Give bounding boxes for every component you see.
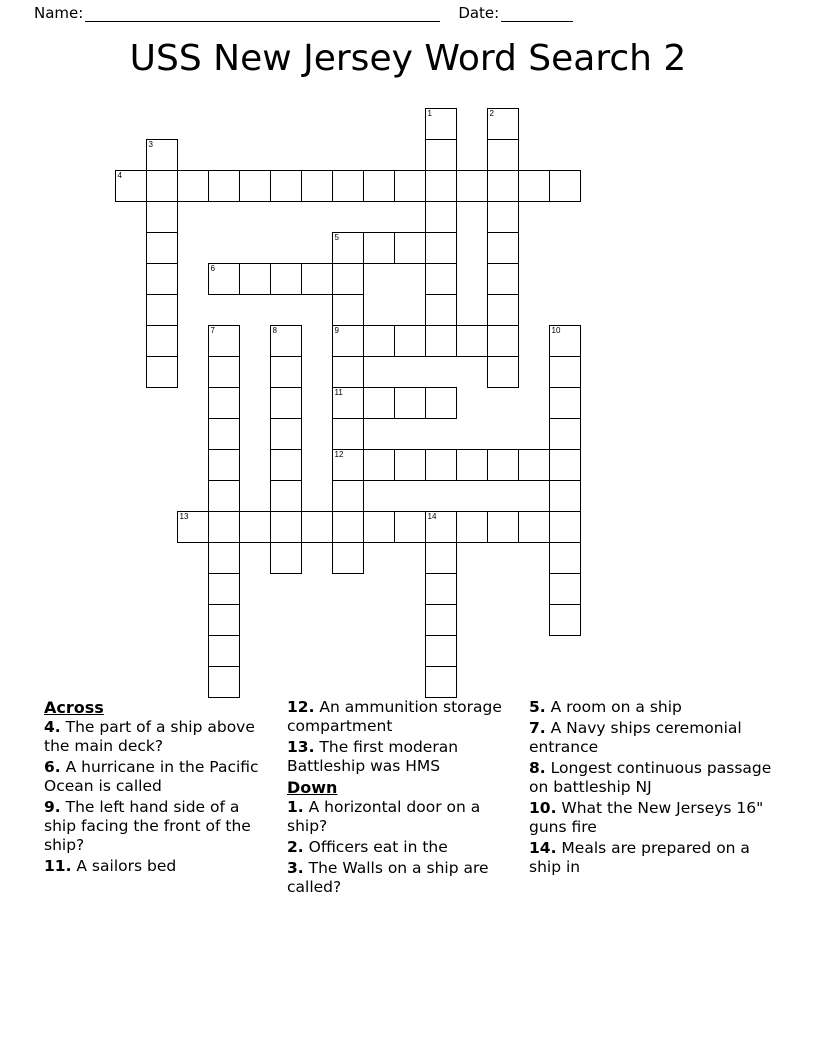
date-field-group <box>458 4 575 22</box>
grid-cell[interactable] <box>363 325 395 357</box>
grid-cell[interactable] <box>301 263 333 295</box>
grid-cell[interactable] <box>270 263 302 295</box>
clue-across-6 <box>44 758 276 796</box>
grid-cell[interactable] <box>425 170 457 202</box>
grid-cell-number: 12 <box>334 450 344 459</box>
grid-cell[interactable] <box>487 170 519 202</box>
grid-cell[interactable] <box>239 170 271 202</box>
grid-cell-number: 14 <box>427 512 437 521</box>
grid-cell[interactable] <box>425 511 457 543</box>
grid-cell[interactable] <box>332 449 364 481</box>
clue-across-12 <box>287 698 520 736</box>
grid-cell[interactable] <box>208 387 240 419</box>
grid-cell[interactable] <box>487 263 519 295</box>
clue-text: A hurricane in the Pacific Ocean is called <box>44 758 259 795</box>
grid-cell-number: 9 <box>334 326 339 335</box>
grid-cell[interactable] <box>549 511 581 543</box>
grid-cell[interactable] <box>425 666 457 698</box>
clue-down-5 <box>529 698 774 717</box>
grid-cell[interactable] <box>208 418 240 450</box>
clue-number: 11. <box>44 857 72 875</box>
grid-cell[interactable] <box>146 139 178 171</box>
clue-text: The Walls on a ship are called? <box>287 859 489 896</box>
grid-cell[interactable] <box>270 542 302 574</box>
grid-cell[interactable] <box>363 170 395 202</box>
clue-number: 10. <box>529 799 557 817</box>
clue-number: 9. <box>44 798 61 816</box>
grid-cell[interactable] <box>487 325 519 357</box>
clue-text: What the New Jerseys 16" guns fire <box>529 799 764 836</box>
grid-cell[interactable] <box>146 170 178 202</box>
grid-cell[interactable] <box>363 232 395 264</box>
grid-cell[interactable] <box>270 170 302 202</box>
grid-cell[interactable] <box>146 325 178 357</box>
crossword-grid[interactable] <box>0 105 816 695</box>
grid-cell[interactable] <box>115 170 147 202</box>
clue-column-3 <box>529 698 774 879</box>
grid-cell[interactable] <box>177 511 209 543</box>
clue-column-2 <box>287 698 520 899</box>
grid-cell[interactable] <box>425 139 457 171</box>
clue-down-14 <box>529 839 774 877</box>
grid-cell[interactable] <box>332 232 364 264</box>
grid-cell-number: 4 <box>117 171 122 180</box>
grid-cell[interactable] <box>146 201 178 233</box>
clue-number: 2. <box>287 838 304 856</box>
grid-cell[interactable] <box>394 449 426 481</box>
clue-number: 13. <box>287 738 315 756</box>
clue-text: A horizontal door on a ship? <box>287 798 481 835</box>
grid-cell[interactable] <box>208 511 240 543</box>
clue-down-10 <box>529 799 774 837</box>
grid-cell[interactable] <box>487 294 519 326</box>
grid-cell[interactable] <box>208 170 240 202</box>
grid-cell[interactable] <box>549 356 581 388</box>
page-title: USS New Jersey Word Search 2 <box>129 38 687 79</box>
grid-cell[interactable] <box>301 511 333 543</box>
clue-text: A room on a ship <box>550 698 682 716</box>
grid-cell[interactable] <box>487 232 519 264</box>
clue-down-1 <box>287 798 520 836</box>
grid-cell[interactable] <box>425 635 457 667</box>
clue-number: 4. <box>44 718 61 736</box>
grid-cell[interactable] <box>487 201 519 233</box>
grid-cell-number: 7 <box>210 326 215 335</box>
name-date-row <box>0 0 816 26</box>
grid-cell[interactable] <box>332 263 364 295</box>
down-heading: Down <box>287 778 338 797</box>
grid-cell[interactable] <box>301 170 333 202</box>
grid-cell[interactable] <box>456 325 488 357</box>
grid-cell[interactable] <box>270 418 302 450</box>
grid-cell[interactable] <box>425 449 457 481</box>
grid-cell[interactable] <box>394 387 426 419</box>
grid-cell[interactable] <box>394 511 426 543</box>
grid-cell[interactable] <box>208 573 240 605</box>
clue-number: 6. <box>44 758 61 776</box>
grid-cell[interactable] <box>425 542 457 574</box>
clue-text: Meals are prepared on a ship in <box>529 839 750 876</box>
clues-area <box>44 698 784 948</box>
grid-cell[interactable] <box>332 356 364 388</box>
grid-cell[interactable] <box>456 170 488 202</box>
clue-text: The part of a ship above the main deck? <box>44 718 255 755</box>
grid-cell[interactable] <box>270 449 302 481</box>
grid-cell-number: 10 <box>551 326 561 335</box>
grid-cell[interactable] <box>549 325 581 357</box>
grid-cell[interactable] <box>549 573 581 605</box>
clue-text: A Navy ships ceremonial entrance <box>529 719 742 756</box>
date-label: Date: <box>458 4 500 22</box>
grid-cell[interactable] <box>146 232 178 264</box>
grid-cell[interactable] <box>208 635 240 667</box>
grid-cell[interactable] <box>332 325 364 357</box>
grid-cell[interactable] <box>394 325 426 357</box>
grid-cell[interactable] <box>146 294 178 326</box>
grid-cell-number: 6 <box>210 264 215 273</box>
clue-text: An ammunition storage compartment <box>287 698 502 735</box>
grid-cell[interactable] <box>332 387 364 419</box>
grid-cell[interactable] <box>425 263 457 295</box>
grid-cell[interactable] <box>549 387 581 419</box>
grid-cell[interactable] <box>518 449 550 481</box>
grid-cell[interactable] <box>487 139 519 171</box>
grid-cell[interactable] <box>208 604 240 636</box>
grid-cell-number: 5 <box>334 233 339 242</box>
grid-cell[interactable] <box>425 232 457 264</box>
grid-cell[interactable] <box>425 573 457 605</box>
grid-cell[interactable] <box>146 263 178 295</box>
grid-cell[interactable] <box>487 449 519 481</box>
grid-cell-number: 3 <box>148 140 153 149</box>
grid-cell-number: 2 <box>489 109 494 118</box>
clue-across-11 <box>44 857 276 876</box>
grid-cell[interactable] <box>270 356 302 388</box>
clue-number: 12. <box>287 698 315 716</box>
clue-number: 8. <box>529 759 546 777</box>
grid-cell[interactable] <box>270 480 302 512</box>
grid-cell[interactable] <box>363 449 395 481</box>
grid-cell[interactable] <box>332 480 364 512</box>
grid-cell[interactable] <box>425 294 457 326</box>
grid-cell[interactable] <box>456 511 488 543</box>
grid-cell[interactable] <box>177 170 209 202</box>
grid-cell[interactable] <box>363 511 395 543</box>
clue-down-8 <box>529 759 774 797</box>
grid-cell[interactable] <box>208 356 240 388</box>
grid-cell[interactable] <box>394 170 426 202</box>
grid-cell[interactable] <box>549 170 581 202</box>
grid-cell-number: 13 <box>179 512 189 521</box>
grid-cell[interactable] <box>549 449 581 481</box>
grid-cell[interactable] <box>208 666 240 698</box>
grid-cell-number: 8 <box>272 326 277 335</box>
grid-cell[interactable] <box>549 542 581 574</box>
clue-number: 5. <box>529 698 546 716</box>
clue-text: Officers eat in the <box>308 838 448 856</box>
grid-cell[interactable] <box>425 201 457 233</box>
grid-cell[interactable] <box>425 604 457 636</box>
grid-cell[interactable] <box>239 263 271 295</box>
grid-cell[interactable] <box>146 356 178 388</box>
clue-number: 1. <box>287 798 304 816</box>
grid-cell[interactable] <box>270 387 302 419</box>
name-label: Name: <box>34 4 84 22</box>
grid-cell[interactable] <box>208 542 240 574</box>
grid-cell[interactable] <box>332 170 364 202</box>
grid-cell-number: 1 <box>427 109 432 118</box>
clue-across-4 <box>44 718 276 756</box>
grid-cell[interactable] <box>332 511 364 543</box>
date-input-rule[interactable] <box>501 9 573 22</box>
grid-cell[interactable] <box>549 480 581 512</box>
grid-cell[interactable] <box>425 325 457 357</box>
clue-column-1 <box>44 698 276 878</box>
grid-cell[interactable] <box>518 511 550 543</box>
grid-cell[interactable] <box>332 294 364 326</box>
clue-across-13 <box>287 738 520 776</box>
clue-down-7 <box>529 719 774 757</box>
grid-cell[interactable] <box>363 387 395 419</box>
grid-cell[interactable] <box>549 604 581 636</box>
clue-text: Longest continuous passage on battleship NJ <box>529 759 772 796</box>
clue-text: The first moderan Battleship was HMS <box>287 738 459 775</box>
clue-number: 3. <box>287 859 304 877</box>
grid-cell[interactable] <box>456 449 488 481</box>
grid-cell[interactable] <box>208 480 240 512</box>
grid-cell[interactable] <box>487 511 519 543</box>
grid-cell[interactable] <box>208 263 240 295</box>
clue-text: A sailors bed <box>76 857 177 875</box>
grid-cell[interactable] <box>425 387 457 419</box>
grid-cell[interactable] <box>425 108 457 140</box>
grid-cell[interactable] <box>208 449 240 481</box>
clue-number: 14. <box>529 839 557 857</box>
clue-text: The left hand side of a ship facing the front of the ship? <box>44 798 251 854</box>
grid-cell[interactable] <box>487 108 519 140</box>
name-field-group <box>34 4 442 22</box>
grid-cell[interactable] <box>270 325 302 357</box>
grid-cell[interactable] <box>332 418 364 450</box>
clue-across-9 <box>44 798 276 855</box>
name-input-rule[interactable] <box>85 9 440 22</box>
grid-cell[interactable] <box>549 418 581 450</box>
grid-cell[interactable] <box>487 356 519 388</box>
grid-cell[interactable] <box>239 511 271 543</box>
across-heading: Across <box>44 698 104 717</box>
grid-cell[interactable] <box>208 325 240 357</box>
grid-cell[interactable] <box>270 511 302 543</box>
grid-cell-number: 11 <box>334 388 343 397</box>
clue-number: 7. <box>529 719 546 737</box>
clue-down-3 <box>287 859 520 897</box>
grid-cell[interactable] <box>394 232 426 264</box>
clue-down-2 <box>287 838 520 857</box>
grid-cell[interactable] <box>332 542 364 574</box>
grid-cell[interactable] <box>518 170 550 202</box>
